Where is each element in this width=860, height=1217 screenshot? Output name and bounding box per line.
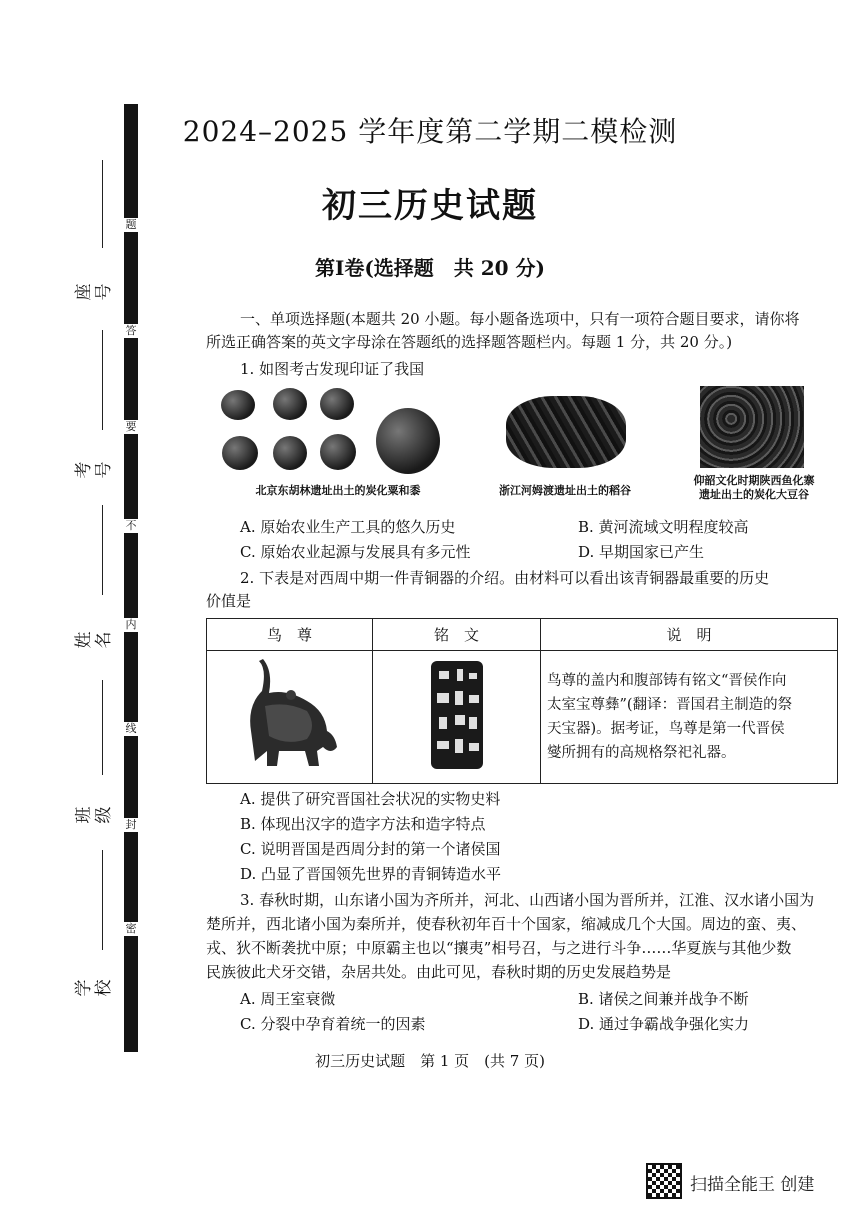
field-line xyxy=(102,505,103,595)
binding-char: 线 xyxy=(125,722,137,735)
desc-line: 天宝器)。据考证，鸟尊是第一代晋侯 xyxy=(547,721,785,737)
question-stem: 楚所并，西北诸小国为秦所并，使春秋初年百十个国家，缩减成几个大国。周边的蛮、夷、 xyxy=(206,915,807,933)
table-header: 说 明 xyxy=(541,619,838,651)
question-stem: 2. 下表是对西周中期一件青铜器的介绍。由材料可以看出该青铜器最重要的历史 xyxy=(240,569,770,587)
option-b[interactable]: B. 体现出汉字的造字方法和造字特点 xyxy=(240,815,486,833)
binding-char: 密 xyxy=(125,922,137,935)
desc-line: 鸟尊的盖内和腹部铸有铭文“晋侯作向 xyxy=(547,673,787,689)
binding-strip xyxy=(124,104,138,1052)
option-b[interactable]: B. 黄河流域文明程度较高 xyxy=(578,518,749,536)
option-a[interactable]: A. 提供了研究晋国社会状况的实物史料 xyxy=(240,790,501,808)
binding-char: 答 xyxy=(125,324,137,337)
option-b[interactable]: B. 诸侯之间兼并战争不断 xyxy=(578,990,749,1008)
option-a[interactable]: A. 周王室衰微 xyxy=(240,990,336,1008)
soybean-image xyxy=(700,386,804,468)
page-footer: 初三历史试题 第 1 页 (共 7 页) xyxy=(315,1052,545,1070)
exam-line: 2024–2025 学年度第二学期二模检测 xyxy=(182,115,678,148)
binding-char: 要 xyxy=(125,420,137,433)
bronze-table xyxy=(206,618,838,784)
binding-char: 不 xyxy=(125,519,137,532)
question-stem: 民族彼此犬牙交错，杂居共处。由此可见，春秋时期的历史发展趋势是 xyxy=(206,963,672,981)
table-header: 鸟 尊 xyxy=(207,619,373,651)
image-caption: 仰韶文化时期陕西鱼化寨 xyxy=(693,474,815,487)
school-label: 学校 xyxy=(74,979,114,997)
bird-zun-cell xyxy=(207,651,373,784)
watermark-text: 扫描全能王 创建 xyxy=(690,1175,815,1195)
table-header: 铭 文 xyxy=(373,619,541,651)
question-stem: 3. 春秋时期，山东诸小国为齐所并，河北、山西诸小国为晋所并，江淮、汉水诸小国为 xyxy=(240,891,815,909)
question-stem: 价值是 xyxy=(206,592,252,610)
inscription-cell xyxy=(373,651,541,784)
qr-code-icon xyxy=(646,1163,682,1199)
instruction-line: 一、单项选择题(本题共 20 小题。每小题备选项中，只有一项符合题目要求，请你将 xyxy=(240,310,800,328)
desc-line: 燮所拥有的高规格祭祀礼器。 xyxy=(547,745,736,761)
bird-zun-image xyxy=(207,651,372,779)
rice-grain-image xyxy=(506,396,626,468)
desc-line: 太室宝尊彝”(翻译：晋国君主制造的祭 xyxy=(547,697,793,713)
option-c[interactable]: C. 说明晋国是西周分封的第一个诸侯国 xyxy=(240,840,501,858)
field-line xyxy=(102,850,103,950)
seat-number-label: 座号 xyxy=(74,283,114,301)
question-stem: 戎、狄不断袭扰中原；中原霸主也以“攘夷”相号召，与之进行斗争……华夏族与其他少数 xyxy=(206,939,792,957)
option-d[interactable]: D. 凸显了晋国领先世界的青铜铸造水平 xyxy=(240,865,502,883)
option-c[interactable]: C. 原始农业起源与发展具有多元性 xyxy=(240,543,471,561)
image-caption: 浙江河姆渡遗址出土的稻谷 xyxy=(499,484,631,497)
binding-char: 封 xyxy=(125,818,137,831)
option-d[interactable]: D. 通过争霸战争强化实力 xyxy=(578,1015,750,1033)
question-stem: 1. 如图考古发现印证了我国 xyxy=(240,360,425,378)
page-title: 初三历史试题 xyxy=(322,186,538,226)
class-label: 班级 xyxy=(74,806,114,824)
binding-char: 题 xyxy=(125,218,137,231)
field-line xyxy=(102,680,103,775)
exam-number-label: 考号 xyxy=(74,461,114,479)
name-label: 姓名 xyxy=(74,631,114,649)
option-c[interactable]: C. 分裂中孕育着统一的因素 xyxy=(240,1015,426,1033)
image-caption: 遗址出土的炭化大豆谷 xyxy=(699,488,809,501)
binding-char: 内 xyxy=(125,618,137,631)
charred-millet-image xyxy=(216,386,446,478)
instruction-line: 所选正确答案的英文字母涂在答题纸的选择题答题栏内。每题 1 分，共 20 分。) xyxy=(206,333,733,351)
option-d[interactable]: D. 早期国家已产生 xyxy=(578,543,705,561)
image-caption: 北京东胡林遗址出土的炭化粟和黍 xyxy=(255,484,421,497)
option-a[interactable]: A. 原始农业生产工具的悠久历史 xyxy=(240,518,456,536)
section-title: 第Ⅰ卷(选择题 共 20 分) xyxy=(314,256,546,280)
inscription-rubbing-image xyxy=(373,651,540,779)
field-line xyxy=(102,330,103,430)
